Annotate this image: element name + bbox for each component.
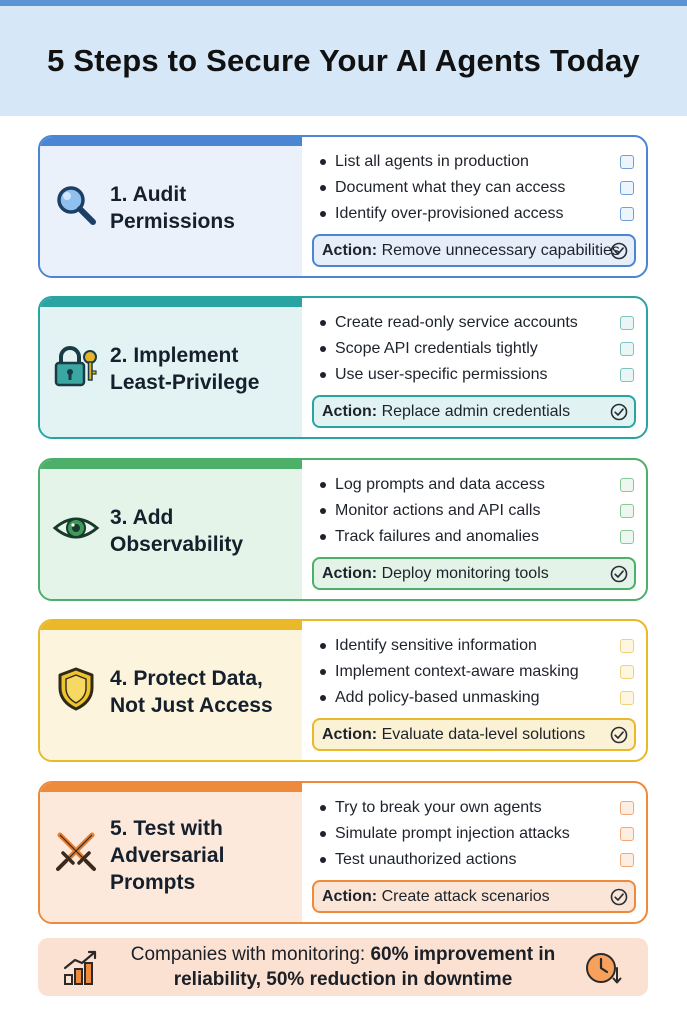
checkbox[interactable] [620,368,634,382]
header [0,6,687,116]
checkbox[interactable] [620,316,634,330]
step-checklist [318,795,634,873]
step-title: 1. Audit Permissions [110,183,235,233]
list-item: Track failures and anomalies [318,524,634,550]
list-item: Identify sensitive information [318,633,634,659]
list-item: Monitor actions and API calls [318,498,634,524]
check-circle-icon [610,403,628,421]
action-box: Action: Remove unnecessary capabilities [312,234,636,267]
lock-key-icon [52,342,100,390]
list-item: Simulate prompt injection attacks [318,821,634,847]
step-title: 4. Protect Data, Not Just Access [110,667,273,717]
checkbox[interactable] [620,853,634,867]
checkbox[interactable] [620,691,634,705]
list-item: Document what they can access [318,175,634,201]
action-box: Action: Evaluate data-level solutions [312,718,636,751]
page-title: 5 Steps to Secure Your AI Agents Today [47,43,640,78]
checkbox[interactable] [620,155,634,169]
checkbox[interactable] [620,504,634,518]
checkbox[interactable] [620,181,634,195]
step-card-1 [38,135,648,278]
list-item: Implement context-aware masking [318,659,634,685]
step-checklist [318,310,634,388]
crossed-swords-icon [52,827,100,875]
check-circle-icon [610,242,628,260]
step-card-3 [38,458,648,601]
checkbox[interactable] [620,827,634,841]
list-item: Test unauthorized actions [318,847,634,873]
stats-footer [38,938,648,996]
footer-stats-text: Companies with monitoring: 60% improvement in reliability, 50% reduction in downtime [130,944,556,990]
checkbox[interactable] [620,639,634,653]
checkbox[interactable] [620,478,634,492]
clock-down-icon [584,948,624,988]
check-circle-icon [610,565,628,583]
list-item: Create read-only service accounts [318,310,634,336]
list-item: Log prompts and data access [318,472,634,498]
list-item: Identify over-provisioned access [318,201,634,227]
step-card-2 [38,296,648,439]
bar-chart-growth-icon [62,948,100,986]
step-checklist [318,149,634,227]
step-checklist [318,633,634,711]
action-box: Action: Deploy monitoring tools [312,557,636,590]
checkbox[interactable] [620,801,634,815]
step-checklist [318,472,634,550]
magnifier-icon [52,181,100,229]
step-title: 2. Implement Least-Privilege [110,344,260,394]
check-circle-icon [610,726,628,744]
checkbox[interactable] [620,530,634,544]
eye-icon [52,504,100,552]
shield-icon [52,665,100,713]
step-title: 5. Test with Adversarial Prompts [110,817,225,894]
action-box: Action: Replace admin credentials [312,395,636,428]
list-item: Try to break your own agents [318,795,634,821]
list-item: Add policy-based unmasking [318,685,634,711]
step-card-5 [38,781,648,924]
list-item: List all agents in production [318,149,634,175]
checkbox[interactable] [620,342,634,356]
check-circle-icon [610,888,628,906]
step-card-4 [38,619,648,762]
step-title: 3. Add Observability [110,506,244,556]
checkbox[interactable] [620,207,634,221]
list-item: Scope API credentials tightly [318,336,634,362]
list-item: Use user-specific permissions [318,362,634,388]
action-box: Action: Create attack scenarios [312,880,636,913]
checkbox[interactable] [620,665,634,679]
